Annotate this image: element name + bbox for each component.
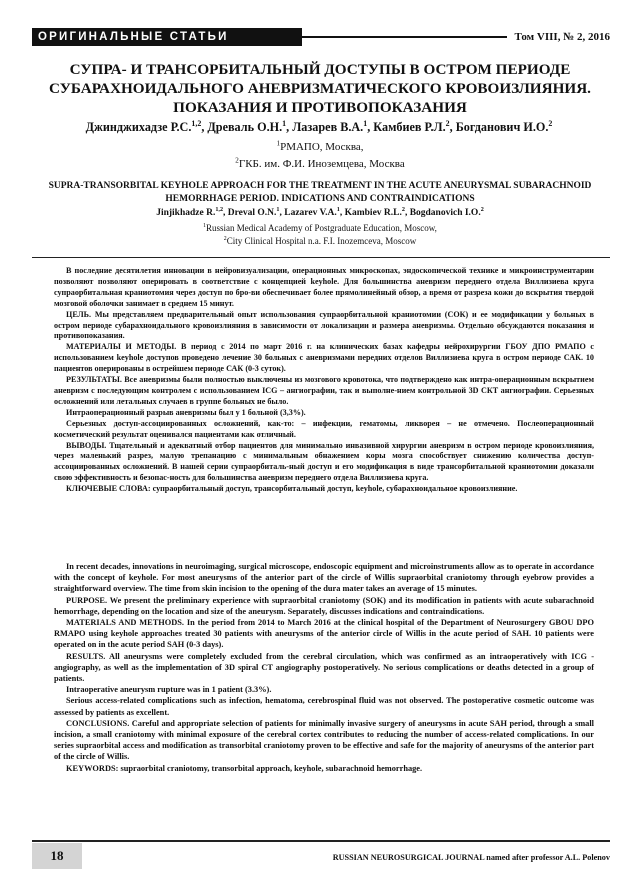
abstract-paragraph: Intraoperative aneurysm rupture was in 1 patient (3.3%). bbox=[66, 685, 272, 695]
affiliation-sup: 2 bbox=[223, 236, 227, 242]
author-affiliation-sup: 1,2 bbox=[191, 118, 202, 128]
affiliation-text: ГКБ. им. Ф.И. Иноземцева, Москва bbox=[238, 158, 405, 170]
abstract-paragraph: In recent decades, innovations in neuroimaging, surgical microscope, endoscopic equipment and microinstruments allow as to operate in accordance with the concept of keyhole. For most aneurysms of the anterior part of the circle of Willis supraorbital craniotomy through eyebrow provides a straightforward overview. The time from skin incision to the opening of the dura mater takes an average of 15 minutes. bbox=[54, 562, 594, 594]
article-title-ru: СУПРА- И ТРАНСОРБИТАЛЬНЫЙ ДОСТУПЫ В ОСТРОМ ПЕРИОДЕ СУБАРАХНОИДАЛЬНОГО АНЕВРИЗМАТИЧЕСКОГО КРОВОИЗЛИЯНИЯ. ПОКАЗАНИЯ И ПРОТИВОПОКАЗАНИЯ bbox=[49, 61, 591, 116]
author-name: Джинджихадзе Р.С. bbox=[85, 120, 192, 134]
abstract-paragraph: МАТЕРИАЛЫ И МЕТОДЫ. В период с 2014 по март 2016 г. на клинических базах кафедры нейрохирургии ГБОУ ДПО РМАПО с использованием keyhole доступов проведено лечение 30 больных с аневризмами передних отделов Виллизиева круга в остром периоде САК. 10 пациентов оперированы в острейшем периоде САК (0-3 суток). bbox=[54, 342, 594, 374]
abstract-paragraph: Серьезных доступ-ассоциированных осложнений, как-то: – инфекции, гематомы, ликворея – не отмечено. Послеоперационный косметический результат оценивался пациентами как отличный. bbox=[54, 418, 594, 439]
author-name: Jinjikhadze R. bbox=[156, 208, 216, 218]
author-separator: , bbox=[449, 120, 456, 134]
author-separator: , bbox=[339, 208, 345, 218]
affiliation-sup: 1 bbox=[203, 223, 207, 229]
authors-en bbox=[40, 207, 600, 219]
author-name: Лазарев В.А. bbox=[292, 120, 364, 134]
affiliation-text: City Clinical Hospital n.a. F.I. Inozemceva, Moscow bbox=[226, 236, 417, 246]
author-name: Камбиев Р.Л. bbox=[373, 120, 446, 134]
running-header bbox=[32, 28, 610, 46]
footer-rule bbox=[32, 840, 610, 842]
author-affiliation-sup: 2 bbox=[548, 118, 553, 128]
author-separator: , bbox=[223, 208, 228, 218]
abstract-paragraph: KEYWORDS: supraorbital craniotomy, transorbital approach, keyhole, subarachnoid hemorrhage. bbox=[66, 763, 423, 773]
author-name: Богданович И.О. bbox=[455, 120, 549, 134]
abstract-paragraph: КЛЮЧЕВЫЕ СЛОВА: супраорбитальный доступ, трансорбитальный доступ, keyhole, субарахноидальное кровоизлияние. bbox=[66, 484, 518, 494]
author-name: Древаль О.Н. bbox=[207, 120, 283, 134]
author-affiliation-sup: 2 bbox=[401, 206, 405, 213]
affiliation-en-1 bbox=[40, 223, 600, 234]
abstract-ru bbox=[54, 266, 594, 495]
author-affiliation-sup: 1 bbox=[276, 206, 280, 213]
author-affiliation-sup: 2 bbox=[445, 118, 450, 128]
affiliation-text: РМАПО, Москва, bbox=[280, 141, 364, 153]
issue-info: Том VIII, № 2, 2016 bbox=[507, 28, 610, 46]
author-separator: , bbox=[201, 120, 208, 134]
abstract-paragraph: PURPOSE. We present the preliminary experience with supraorbital craniotomy (SOK) and its modification in patients with acute subarachnoid hemorrhage, depending on the location and size of the aneurysm. Separately, discusses indications and contraindications. bbox=[54, 595, 594, 616]
affiliation-text: Russian Medical Academy of Postgraduate Education, Moscow, bbox=[206, 223, 437, 233]
author-affiliation-sup: 1 bbox=[336, 206, 340, 213]
affiliation-ru-2 bbox=[40, 157, 600, 171]
abstract-paragraph: Интраоперационный разрыв аневризмы был у 1 больной (3,3%). bbox=[66, 407, 306, 417]
author-affiliation-sup: 1 bbox=[282, 118, 287, 128]
journal-name: RUSSIAN NEUROSURGICAL JOURNAL named after professor A.L. Polenov bbox=[332, 853, 610, 862]
abstract-paragraph: ЦЕЛЬ. Мы представляем предварительный опыт использования супраорбитальной краниотомии (СОК) и ее модификации у больных в остром периоде субарахноидального кровоизлияния в зависимости от локализации и размера аневризмы. Отдельно обсуждаются показания и противопоказания. bbox=[54, 309, 594, 341]
article-title-en: SUPRA-TRANSORBITAL KEYHOLE APPROACH FOR THE TREATMENT IN THE ACUTE ANEURYSMAL SUBARACHNOID HEMORRHAGE PERIOD. INDICATIONS AND CONTRAINDICATIONS bbox=[48, 181, 592, 204]
author-name: Kambiev R.L. bbox=[344, 208, 402, 218]
author-separator: , bbox=[286, 120, 293, 134]
page-number: 18 bbox=[32, 843, 82, 869]
abstract-paragraph: CONCLUSIONS. Careful and appropriate selection of patients for minimally invasive surgery of aneurysms in acute SAH period, through a small incision, a small craniotomy with minimal exposure of the cerebral cortex contributes to reducing the number of access-related complications. In our series supraorbital access and modification as transorbital craniotomy proven to be effective and safe for the majority of aneurysms of the anterior part of the circle of Willis. bbox=[54, 718, 594, 762]
abstract-paragraph: Serious access-related complications such as infection, hematoma, cerebrospinal fluid was not observed. The postoperative cosmetic outcome was assessed by patients as excellent. bbox=[54, 696, 594, 717]
abstract-en bbox=[54, 561, 594, 774]
author-separator: , bbox=[404, 208, 410, 218]
author-name: Dreval O.N. bbox=[227, 208, 277, 218]
abstract-paragraph: В последние десятилетия инновации в нейровизуализации, операционных микроскопах, эндоскопической технике и микроинструментарии позволяют позволяют оперировать в соответствие с концепцией keyhole. Для большинства аневризм переднего отдела Виллизиева круга супраорбитальная краниотомия через доступ по бро-ви обеспечивает более прямолинейный обзор, а время от разреза кожи до вскрытия твердой мозговой оболочки занимает в среднем 15 минут. bbox=[54, 266, 594, 308]
abstract-paragraph: RESULTS. All aneurysms were completely excluded from the cerebral circulation, which was confirmed as an intraoperatively with ICG - angiography, as well as the implementation of 3D spiral CT angiography postoperatively. No serious complications or deaths detected in a group of patients. bbox=[54, 651, 594, 684]
abstract-paragraph: РЕЗУЛЬТАТЫ. Все аневризмы были полностью выключены из мозгового кровотока, что подтверждено как интра-операционным вскрытием аневризм с последующим контролем с использованием ICG – ангиографии, так и выполне-нием контрольной 3D СКТ ангиографии. Серьезных осложнений или летальных случаев в группе больных не было. bbox=[54, 375, 594, 406]
abstract-box bbox=[32, 257, 610, 823]
author-name: Lazarev V.A. bbox=[284, 208, 337, 218]
author-affiliation-sup: 1 bbox=[363, 118, 368, 128]
author-affiliation-sup: 2 bbox=[480, 206, 484, 213]
affiliation-sup: 1 bbox=[276, 139, 281, 148]
authors-ru bbox=[20, 120, 618, 135]
author-separator: , bbox=[367, 120, 374, 134]
section-label: ОРИГИНАЛЬНЫЕ СТАТЬИ bbox=[32, 28, 302, 46]
author-separator: , bbox=[279, 208, 285, 218]
affiliation-en-2 bbox=[40, 236, 600, 247]
author-affiliation-sup: 1,2 bbox=[215, 206, 224, 213]
abstract-paragraph: MATERIALS AND METHODS. In the period from 2014 to March 2016 at the clinical hospital of the Department of Neurosurgery GBOU DPO RMAPO using keyhole approaches treated 30 patients with aneurysms of the anterior circle of Willis in the acute period of SAH. 10 patients were operated on in the acute period SAH (0-3 days). bbox=[54, 618, 594, 650]
affiliation-ru-1 bbox=[40, 140, 600, 154]
author-name: Bogdanovich I.O. bbox=[409, 208, 481, 218]
affiliation-sup: 2 bbox=[235, 156, 239, 165]
abstract-paragraph: ВЫВОДЫ. Тщательный и адекватный отбор пациентов для минимально инвазивной хирургии аневризм в остром периоде кровоизлияния, через маленький разрез, малую трепанацию с минимальным обнажением коры мозга способствует снижению количества доступ-ассоциированных осложнений. В нашей серии супраорбиталь-ный доступ и его модификация в виде трансорбитальной краниотомии доказали свою эффективность и безопас-ность для большинства аневризм переднего отдела Виллизиева круга. bbox=[54, 440, 594, 483]
